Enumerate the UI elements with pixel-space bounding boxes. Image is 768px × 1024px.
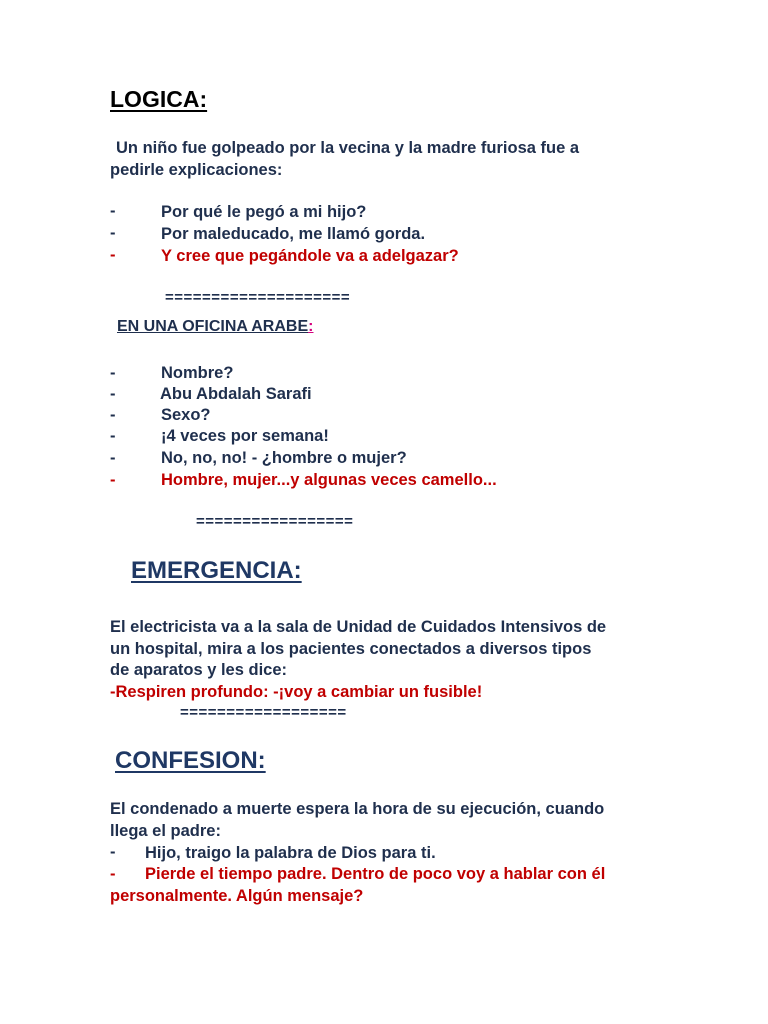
- separator: =================: [196, 513, 354, 530]
- dialogue-line: Por qué le pegó a mi hijo?: [161, 203, 367, 221]
- dash-bullet: -: [110, 246, 116, 264]
- emergencia-para-line-3: de aparatos y les dice:: [110, 661, 287, 679]
- emergencia-para-line-1: El electricista va a la sala de Unidad de Cuidados Intensivos de: [110, 618, 607, 636]
- logica-intro-line-2: pedirle explicaciones:: [110, 161, 283, 179]
- confesion-para-line-1: El condenado a muerte espera la hora de su ejecución, cuando: [110, 800, 605, 818]
- dialogue-line: Por maleducado, me llamó gorda.: [161, 225, 426, 243]
- dash-bullet: -: [110, 865, 116, 883]
- section-title-logica: LOGICA:: [110, 86, 208, 112]
- section-title-confesion: CONFESION:: [115, 747, 266, 774]
- dash-bullet: -: [110, 843, 116, 861]
- punchline-line: -Respiren profundo: -¡voy a cambiar un fusible!: [110, 683, 483, 701]
- oficina-title-colon: :: [308, 318, 314, 335]
- dialogue-line: Hijo, traigo la palabra de Dios para ti.: [145, 844, 436, 862]
- dash-bullet: -: [110, 202, 116, 220]
- oficina-title-text: EN UNA OFICINA ARABE: [117, 318, 309, 335]
- punchline-line: Hombre, mujer...y algunas veces camello...: [161, 471, 497, 489]
- dash-bullet: -: [110, 427, 116, 445]
- dialogue-line: Abu Abdalah Sarafi: [160, 385, 312, 403]
- dialogue-line: No, no, no! - ¿hombre o mujer?: [161, 449, 407, 467]
- dialogue-line: Nombre?: [161, 364, 234, 382]
- dash-bullet: -: [110, 471, 116, 489]
- dash-bullet: -: [110, 224, 116, 242]
- dialogue-line: ¡4 veces por semana!: [161, 427, 329, 445]
- logica-intro-line-1: Un niño fue golpeado por la vecina y la madre furiosa fue a: [116, 139, 580, 157]
- separator: ====================: [165, 289, 351, 306]
- punchline-line: Y cree que pegándole va a adelgazar?: [161, 247, 459, 265]
- section-title-oficina: [117, 318, 313, 336]
- section-title-emergencia: EMERGENCIA:: [131, 557, 302, 584]
- dash-bullet: -: [110, 406, 116, 424]
- separator: ==================: [180, 704, 347, 721]
- punchline-line-continued: personalmente. Algún mensaje?: [110, 887, 364, 905]
- dash-bullet: -: [110, 364, 116, 382]
- dash-bullet: -: [110, 385, 116, 403]
- confesion-para-line-2: llega el padre:: [110, 822, 221, 840]
- emergencia-para-line-2: un hospital, mira a los pacientes conectados a diversos tipos: [110, 640, 592, 658]
- dash-bullet: -: [110, 449, 116, 467]
- dialogue-line: Sexo?: [161, 406, 211, 424]
- punchline-line: Pierde el tiempo padre. Dentro de poco voy a hablar con él: [145, 865, 606, 883]
